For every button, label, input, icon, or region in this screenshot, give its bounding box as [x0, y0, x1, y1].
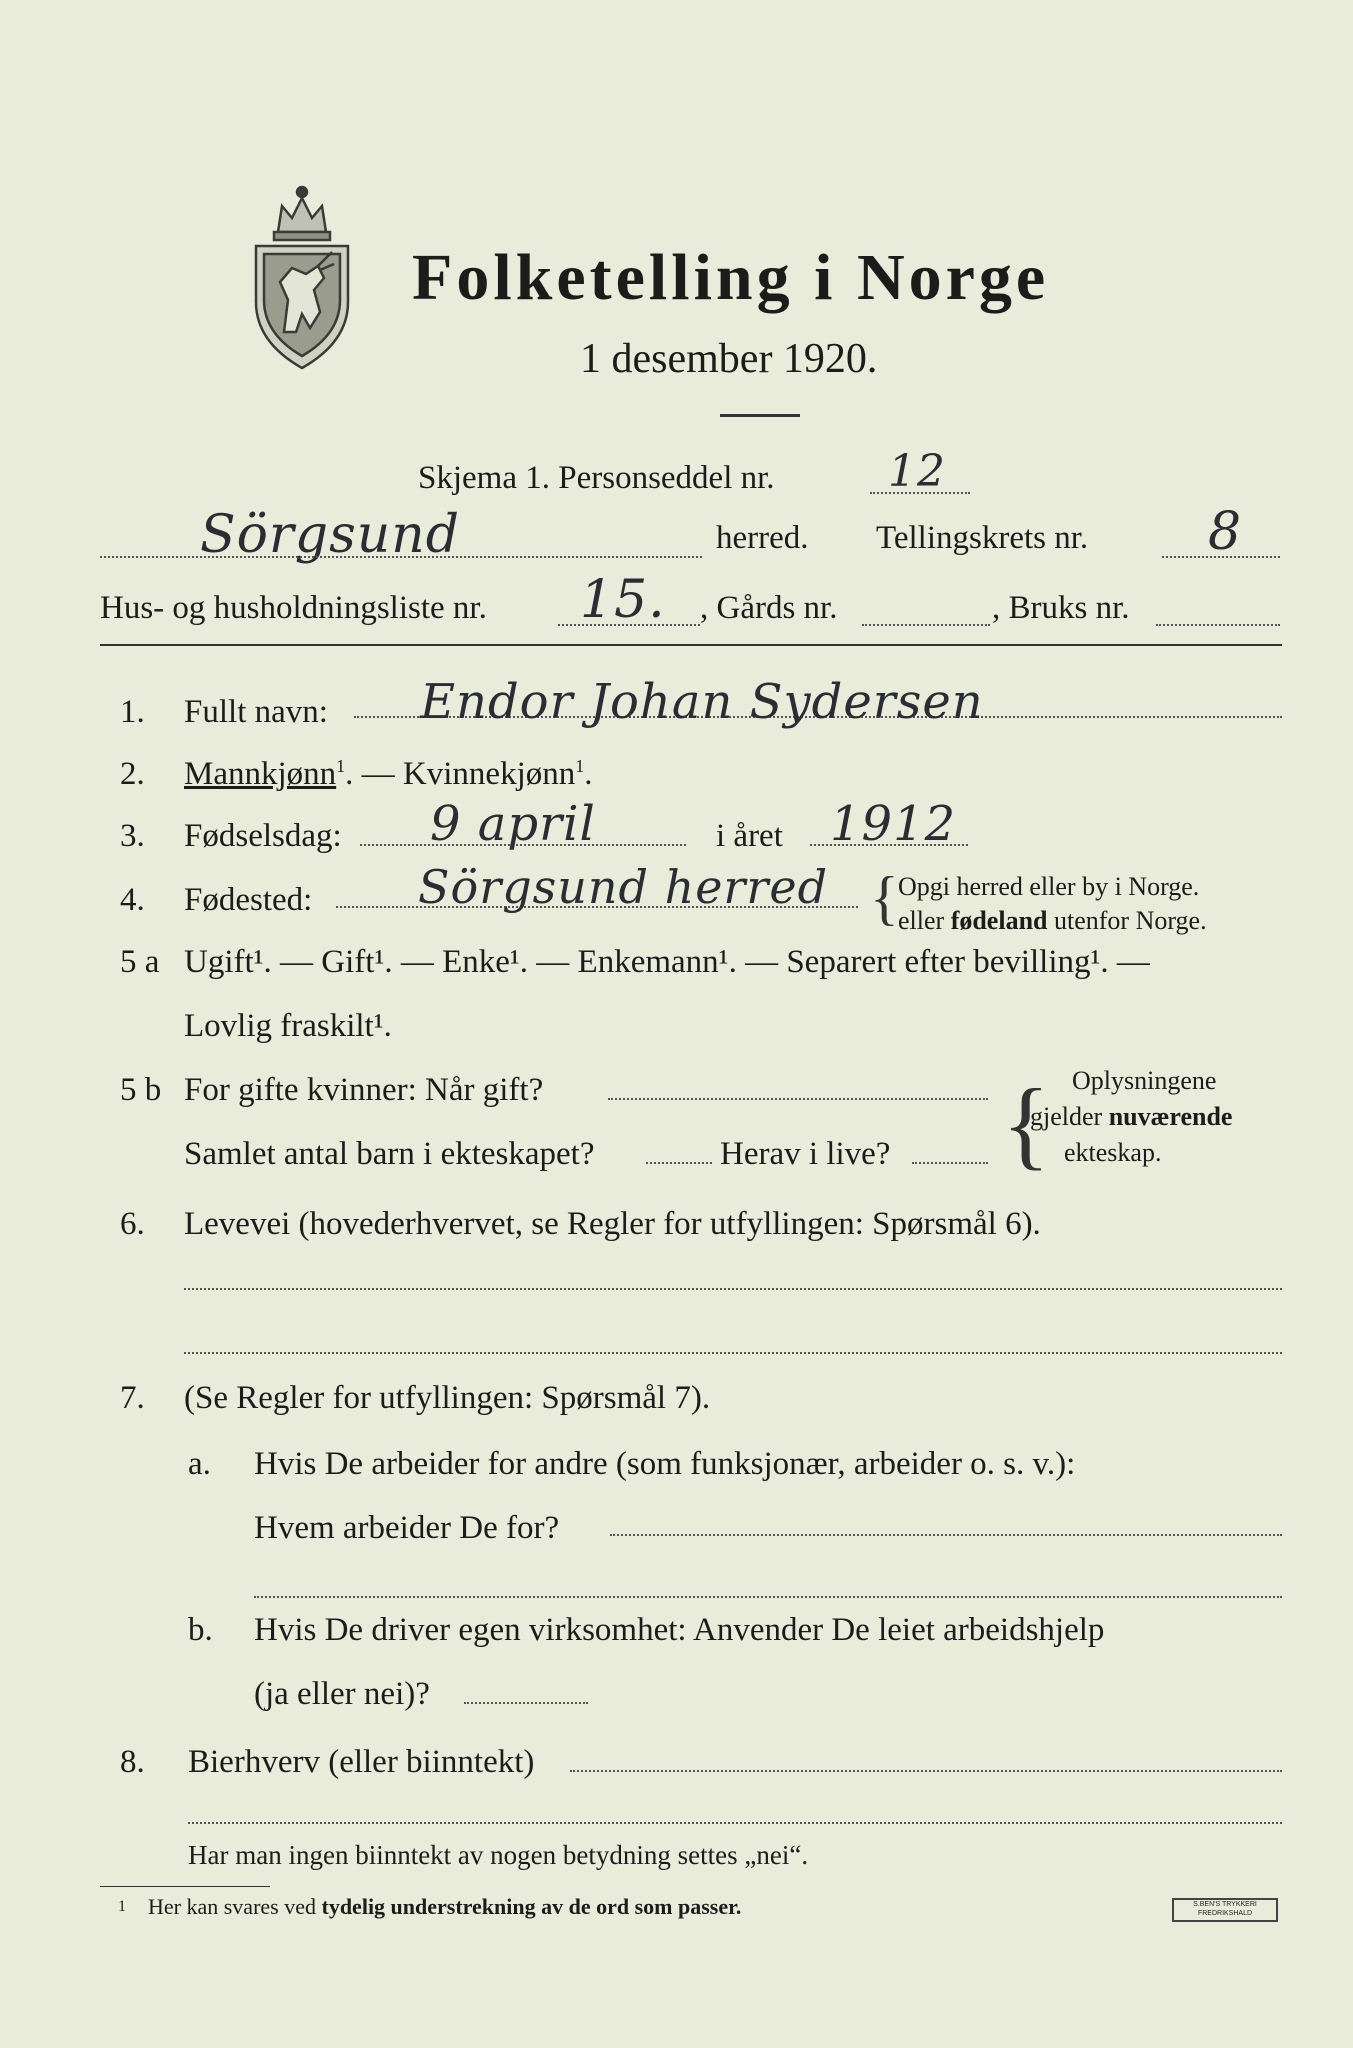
- sup-1: 1: [336, 756, 346, 776]
- footnote-text-emphasis: tydelig understrekning av de ord som passer.: [321, 1894, 742, 1919]
- employer-field-line-2[interactable]: [254, 1596, 1282, 1598]
- footnote-text: [148, 1894, 741, 1920]
- footnote-number: 1: [118, 1898, 126, 1915]
- q6-label: Levevei (hovederhvervet, se Regler for utfyllingen: Spørsmål 6).: [184, 1206, 1041, 1242]
- q5b-married-label: For gifte kvinner: Når gift?: [184, 1072, 544, 1108]
- q5b-note-part1: gjelder: [1030, 1102, 1109, 1131]
- q3-number: 3.: [120, 818, 145, 854]
- q8-field-line-2[interactable]: [188, 1822, 1282, 1824]
- q4-note-part1: eller: [898, 906, 951, 935]
- q2-separator: . —: [345, 756, 403, 792]
- q6-number: 6.: [120, 1206, 145, 1242]
- header-divider: [100, 644, 1282, 646]
- q7a-employer-label: Hvem arbeider De for?: [254, 1510, 560, 1546]
- q5b-children-label: Samlet antal barn i ekteskapet?: [184, 1136, 595, 1172]
- q4-note-line1: Opgi herred eller by i Norge.: [898, 872, 1200, 901]
- q7-number: 7.: [120, 1380, 145, 1416]
- herred-field-line: [100, 556, 702, 558]
- q5b-alive-label: Herav i live?: [720, 1136, 891, 1172]
- birthplace-value[interactable]: Sörgsund herred: [418, 860, 829, 914]
- q4-note-part2: utenfor Norge.: [1047, 906, 1207, 935]
- schema-label: Skjema 1. Personseddel nr.: [418, 460, 775, 496]
- census-date: 1 desember 1920.: [580, 336, 878, 382]
- yes-no-field-line[interactable]: [464, 1702, 588, 1704]
- q8-note: Har man ingen biinntekt av nogen betydning settes „nei“.: [188, 1840, 809, 1870]
- children-field-line[interactable]: [646, 1162, 712, 1164]
- q7b-yes-no-label: (ja eller nei)?: [254, 1676, 430, 1712]
- bruks-field-line[interactable]: [1156, 624, 1280, 626]
- q7a-letter: a.: [188, 1446, 211, 1482]
- q7a-question: Hvis De arbeider for andre (som funksjonær, arbeider o. s. v.):: [254, 1446, 1076, 1482]
- q8-number: 8.: [120, 1744, 145, 1780]
- employer-field-line[interactable]: [610, 1534, 1282, 1536]
- full-name-value[interactable]: Endor Johan Sydersen: [420, 674, 984, 730]
- printer-stamp: S.BEN'S TRYKKERI FREDRIKSHALD: [1172, 1898, 1278, 1922]
- option-mannkjonn[interactable]: Mannkjønn: [184, 756, 337, 792]
- gards-field-line[interactable]: [862, 624, 990, 626]
- tellingskrets-value[interactable]: 8: [1208, 502, 1243, 562]
- q1-number: 1.: [120, 694, 145, 730]
- q2-options: [184, 756, 593, 793]
- q2-number: 2.: [120, 756, 145, 792]
- q5b-brace: {: [1002, 1068, 1050, 1179]
- herred-value[interactable]: Sörgsund: [200, 505, 461, 565]
- footnote-rule: [100, 1886, 270, 1887]
- q8-label: Bierhverv (eller biinntekt): [188, 1744, 535, 1780]
- q5a-options-line2[interactable]: Lovlig fraskilt¹.: [184, 1008, 392, 1044]
- q3-label: Fødselsdag:: [184, 818, 342, 854]
- q4-label: Fødested:: [184, 882, 313, 918]
- alive-field-line[interactable]: [912, 1162, 988, 1164]
- tellingskrets-label: Tellingskrets nr.: [876, 520, 1089, 556]
- coat-of-arms-icon: [248, 182, 356, 372]
- husholdningsliste-label: Hus- og husholdningsliste nr.: [100, 590, 487, 626]
- personseddel-number[interactable]: 12: [888, 446, 946, 497]
- q1-label: Fullt navn:: [184, 694, 328, 730]
- q5b-note-line1: Oplysningene: [1072, 1066, 1217, 1095]
- q5b-note-line2: [1030, 1102, 1232, 1132]
- q6-field-line-2[interactable]: [184, 1352, 1282, 1354]
- q2-end: .: [584, 756, 593, 792]
- birthdate-value[interactable]: 9 april: [430, 796, 596, 852]
- q5b-number: 5 b: [120, 1072, 162, 1108]
- q5a-options[interactable]: Ugift¹. — Gift¹. — Enke¹. — Enkemann¹. — Separert efter bevilling¹. —: [184, 944, 1150, 980]
- q7-label: (Se Regler for utfyllingen: Spørsmål 7).: [184, 1380, 711, 1416]
- form-title: Folketelling i Norge: [412, 241, 1050, 314]
- option-kvinnekjonn[interactable]: Kvinnekjønn: [402, 756, 576, 792]
- q5b-note-line3: ekteskap.: [1064, 1138, 1162, 1167]
- q6-field-line-1[interactable]: [184, 1288, 1282, 1290]
- q7b-letter: b.: [188, 1612, 213, 1648]
- q4-number: 4.: [120, 882, 145, 918]
- year-label: i året: [716, 818, 783, 854]
- husholdningsliste-value[interactable]: 15.: [580, 570, 666, 630]
- q7b-question: Hvis De driver egen virksomhet: Anvender De leiet arbeidshjelp: [254, 1612, 1105, 1648]
- sup-2: 1: [575, 756, 585, 776]
- gards-label: , Gårds nr.: [700, 590, 838, 626]
- q4-brace: {: [870, 865, 899, 931]
- title-divider: [720, 414, 800, 417]
- q5b-note-emphasis: nuværende: [1108, 1102, 1233, 1131]
- footnote-text-part1: Her kan svares ved: [148, 1894, 322, 1919]
- birthyear-value[interactable]: 1912: [830, 796, 957, 852]
- q8-field-line[interactable]: [570, 1770, 1282, 1772]
- married-date-field-line[interactable]: [608, 1098, 988, 1100]
- q5a-number: 5 a: [120, 944, 160, 980]
- q4-note-line2: [898, 906, 1207, 936]
- bruks-label: , Bruks nr.: [992, 590, 1130, 626]
- herred-label: herred.: [716, 520, 809, 556]
- q4-note-emphasis: fødeland: [950, 906, 1048, 935]
